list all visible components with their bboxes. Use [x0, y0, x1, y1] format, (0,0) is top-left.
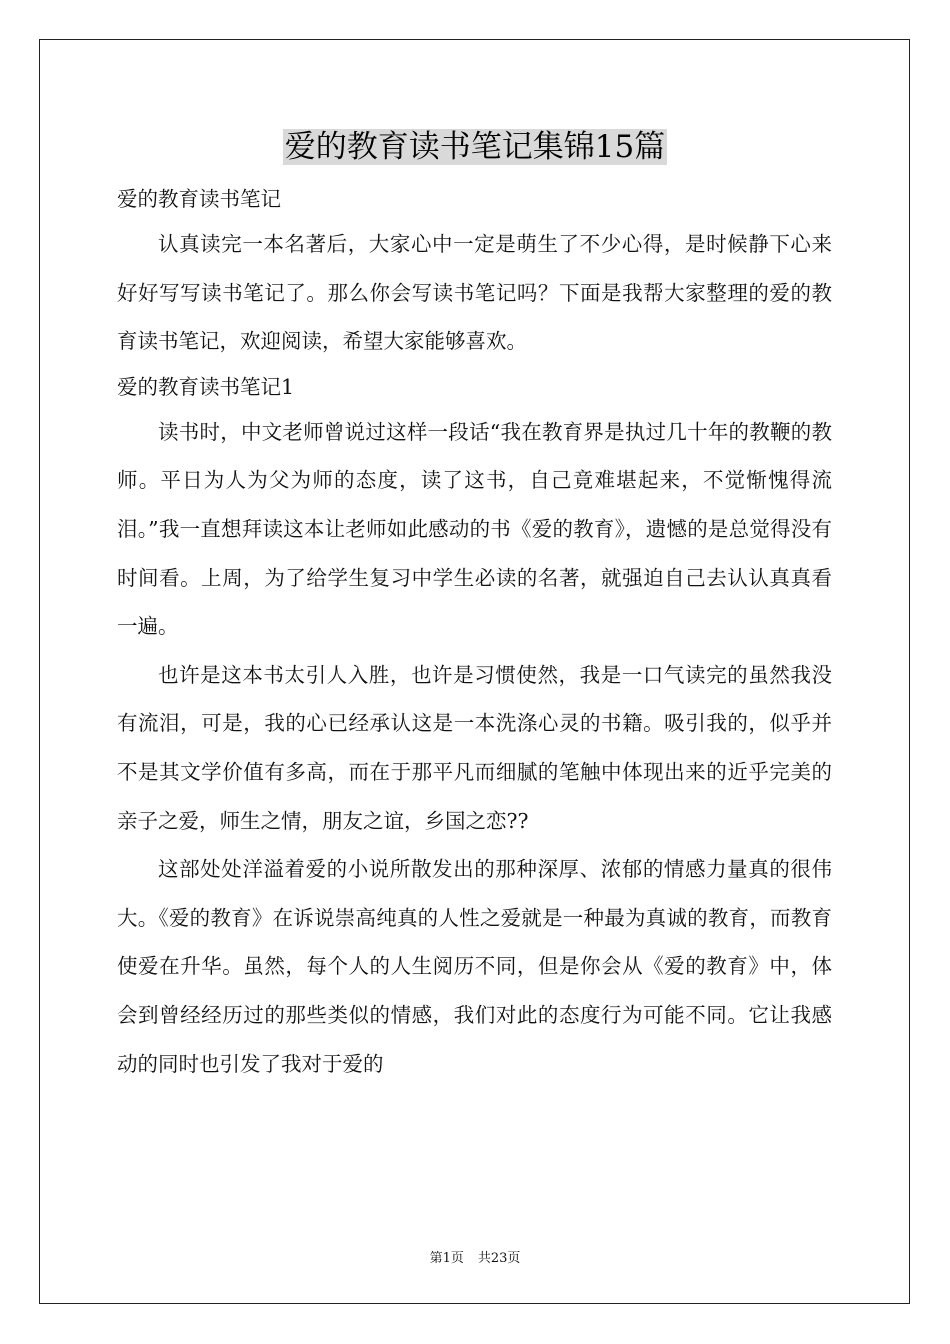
- section-heading: 爱的教育读书笔记: [117, 187, 281, 211]
- page-total: 共23页: [477, 1251, 521, 1266]
- section-heading: 爱的教育读书笔记1: [117, 374, 295, 399]
- paragraph: 也许是这本书太引人入胜，也许是习惯使然，我是一口气读完的虽然我没有流泪，可是，我的心已经承认这是一本洗涤心灵的书籍。吸引我的，似乎并不是其文学价值有多高，而在于那平凡而细腻的笔触中体现出来的近乎完美的亲子之爱，师生之情，朋友之谊，乡国之恋??: [117, 662, 832, 833]
- paragraph: 读书时，中文老师曾说过这样一段话“我在教育界是执过几十年的教鞭的教师。平日为人为父为师的态度，读了这书，自己竟难堪起来，不觉惭愧得流泪。”我一直想拜读这本让老师如此感动的书《爱的教育》，遗憾的是总觉得没有时间看。上周，为了给学生复习中学生必读的名著，就强迫自己去认认真真看一遍。: [117, 419, 832, 639]
- paragraph: 这部处处洋溢着爱的小说所散发出的那种深厚、浓郁的情感力量真的很伟大。《爱的教育》在诉说崇高纯真的人性之爱就是一种最为真诚的教育，而教育使爱在升华。虽然，每个人的人生阅历不同，但是你会从《爱的教育》中，体会到曾经经历过的那些类似的情感，我们对此的态度行为可能不同。它让我感动的同时也引发了我对于爱的: [117, 857, 832, 1076]
- page-footer: [0, 1247, 950, 1266]
- document-body: [117, 178, 832, 1088]
- paragraph: 认真读完一本名著后，大家心中一定是萌生了不少心得，是时候静下心来好好写写读书笔记了。那么你会写读书笔记吗？下面是我帮大家整理的爱的教育读书笔记，欢迎阅读，希望大家能够喜欢。: [117, 232, 832, 354]
- document-title: [0, 124, 950, 170]
- page-number: 第1页: [429, 1251, 464, 1266]
- document-title-text: 爱的教育读书笔记集锦15篇: [284, 129, 666, 165]
